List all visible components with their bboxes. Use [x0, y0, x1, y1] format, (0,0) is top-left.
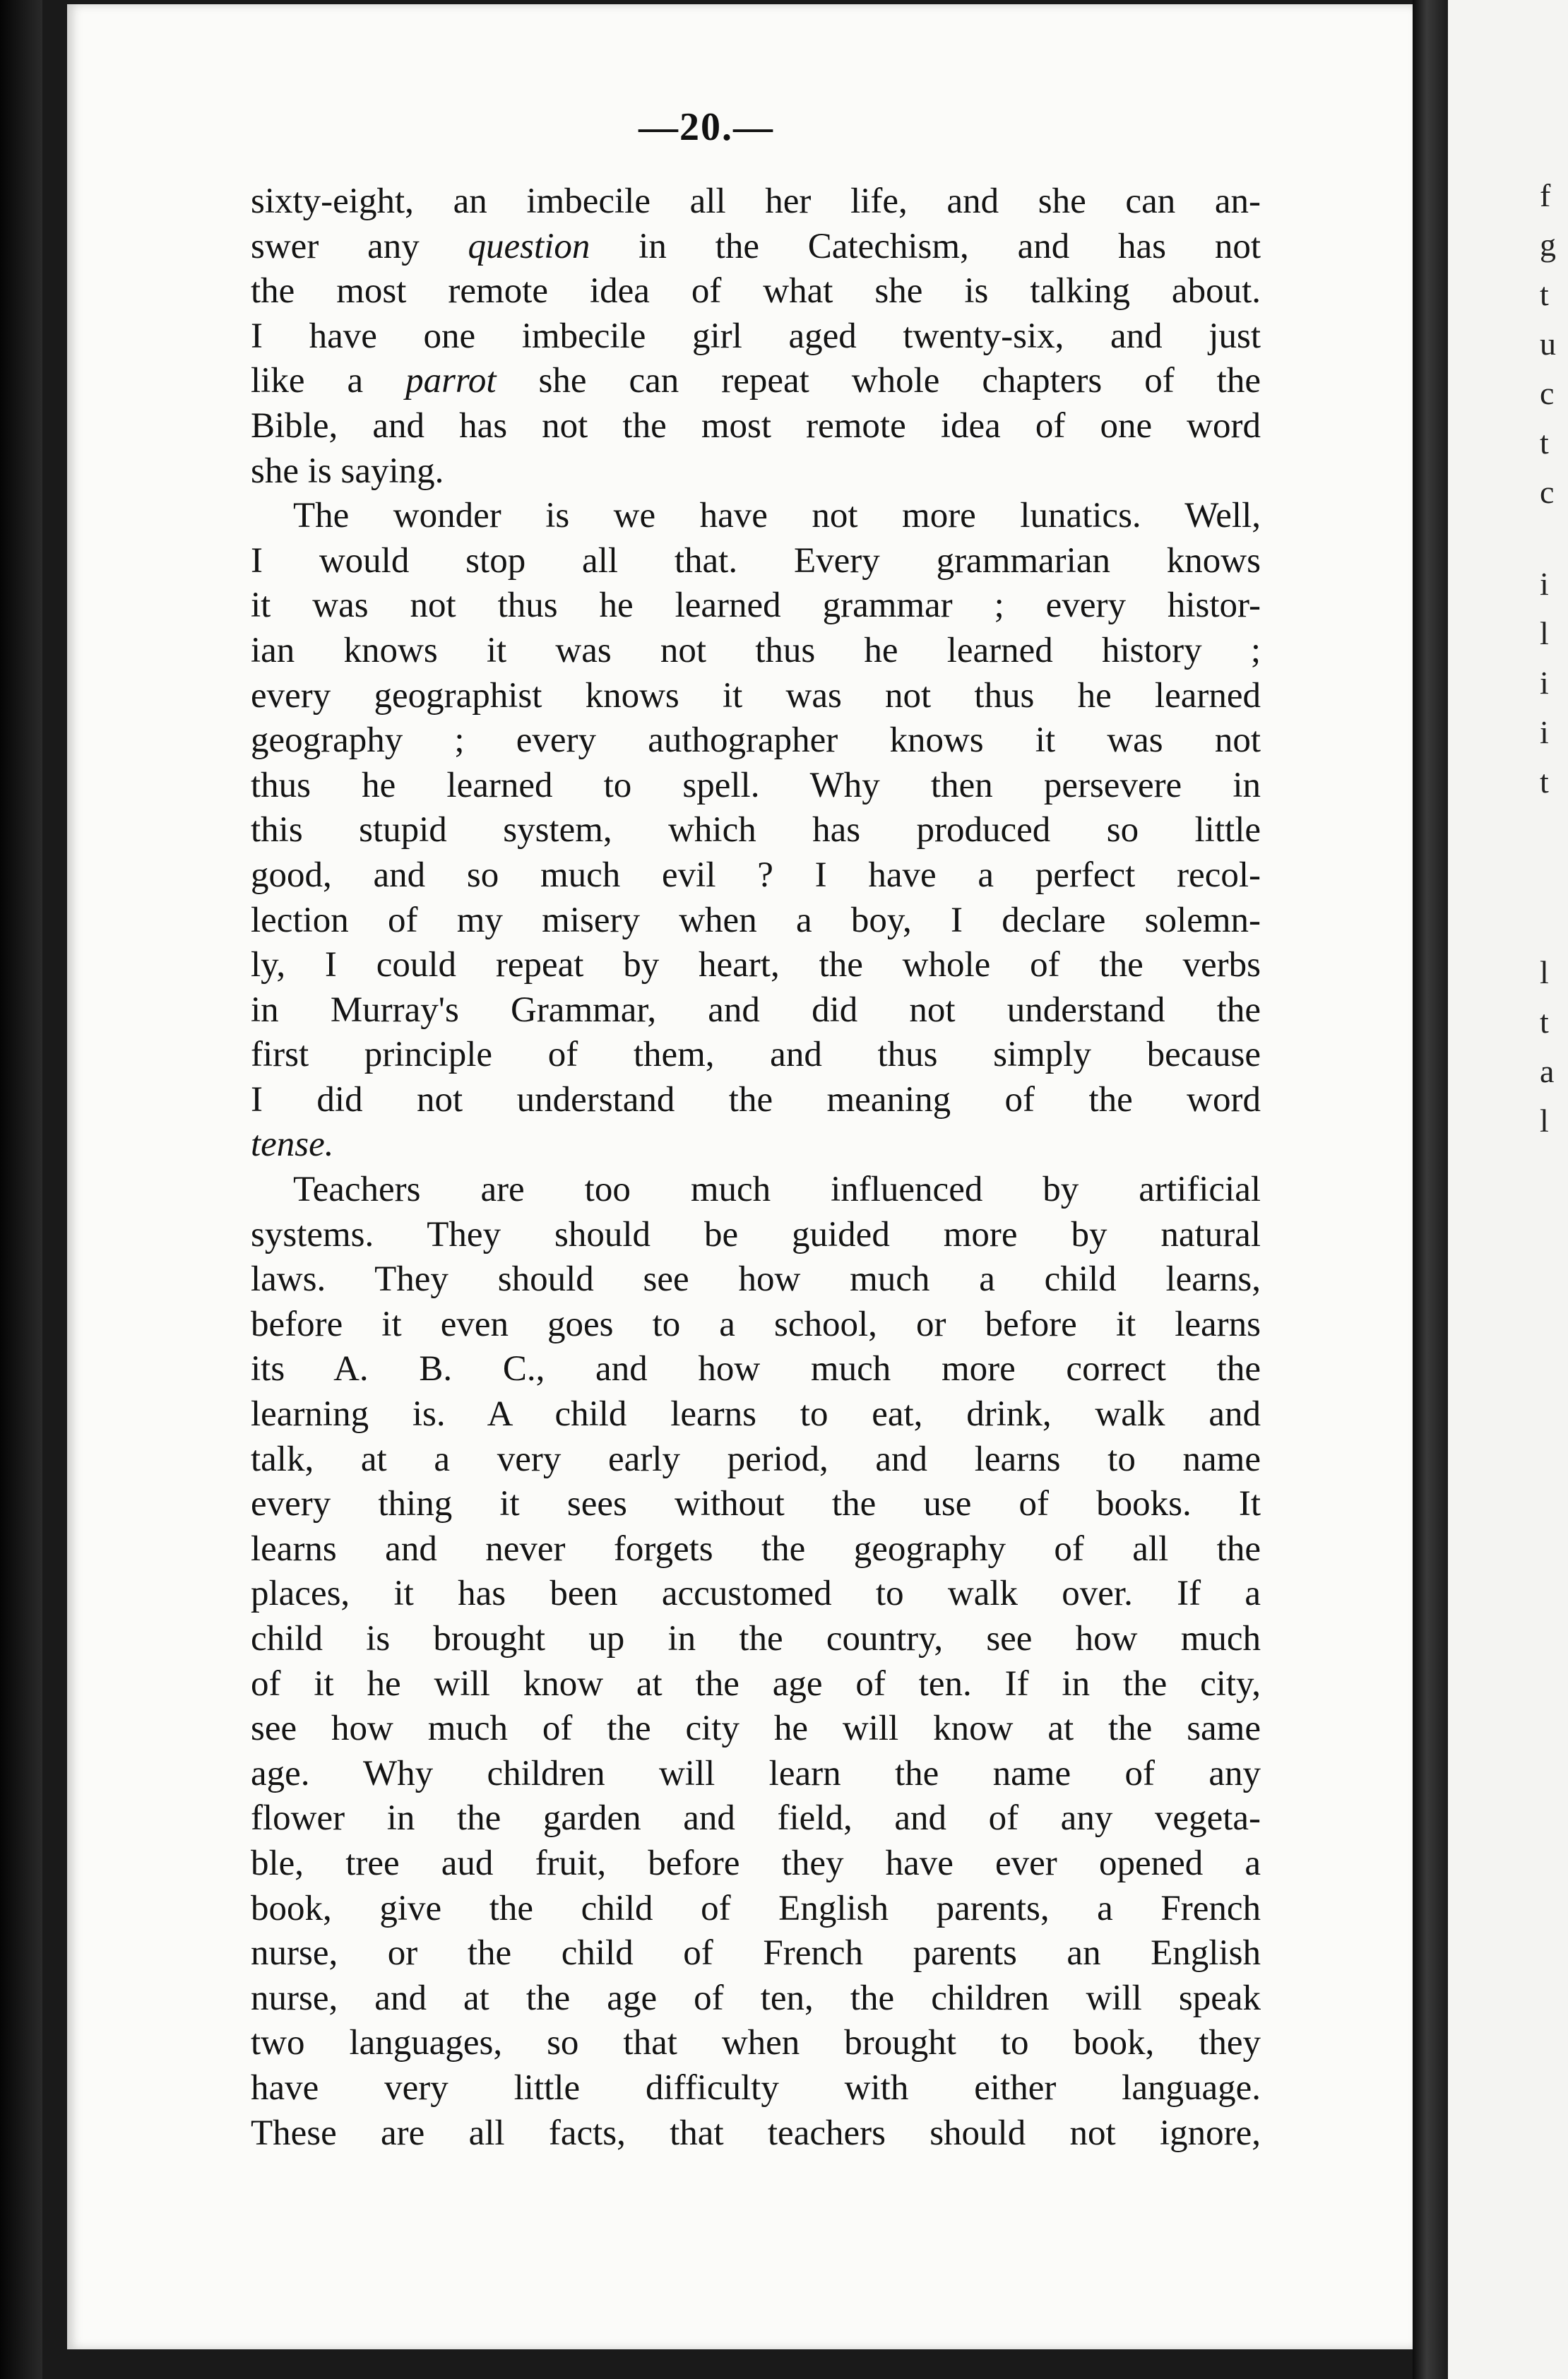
italic-word: tense.	[251, 1125, 334, 1165]
text-span: sixty-eight, an imbecile all her life, and she can an-	[251, 182, 1261, 221]
text-line	[251, 1257, 1261, 1303]
text-span: learns and never forgets the geography of all the	[251, 1529, 1261, 1569]
text-span: flower in the garden and field, and of any vegeta-	[251, 1798, 1261, 1839]
text-line	[251, 1796, 1261, 1841]
text-span: like a	[251, 361, 406, 401]
text-line	[251, 404, 1261, 449]
text-span: book, give the child of English parents, a French	[251, 1888, 1261, 1928]
text-span: of it he will know at the age of ten. If in the city,	[251, 1663, 1261, 1704]
text-span: I have one imbecile girl aged twenty-six, and just	[251, 316, 1261, 356]
text-span: it was not thus he learned grammar ; every histor-	[251, 586, 1261, 626]
text-span: nurse, or the child of French parents an English	[251, 1933, 1261, 1974]
text-span: Bible, and has not the most remote idea of one word	[251, 405, 1261, 446]
text-span: she can repeat whole chapters of the	[496, 361, 1261, 401]
text-line	[251, 179, 1261, 225]
text-line	[251, 1168, 1261, 1213]
text-span: These are all facts, that teachers should not ignore,	[251, 2113, 1261, 2153]
text-line	[251, 1887, 1261, 1932]
text-line	[251, 808, 1261, 853]
facing-page-letter: g	[1540, 227, 1556, 263]
text-line	[251, 1752, 1261, 1797]
text-span: ian knows it was not thus he learned history ;	[251, 630, 1261, 670]
text-span: geography ; every authographer knows it was not	[251, 720, 1261, 761]
text-line	[251, 1976, 1261, 2022]
text-line	[251, 1347, 1261, 1392]
facing-page-letter: t	[1540, 425, 1549, 461]
text-line	[251, 764, 1261, 809]
text-span: I would stop all that. Every grammarian knows	[251, 540, 1261, 581]
text-span: age. Why children will learn the name of any	[251, 1753, 1261, 1793]
text-span: child is brought up in the country, see how much	[251, 1619, 1261, 1659]
text-line	[251, 1213, 1261, 1258]
text-line	[251, 269, 1261, 314]
book-gutter	[1413, 0, 1448, 2379]
text-span: The wonder is we have not more lunatics. Well,	[293, 496, 1261, 536]
text-line	[251, 1033, 1261, 1078]
text-line	[251, 1078, 1261, 1123]
facing-page-letter: i	[1540, 566, 1549, 602]
body-text	[251, 179, 1261, 2156]
facing-page-letter: t	[1540, 1004, 1549, 1040]
text-line	[251, 314, 1261, 360]
facing-page-letter: l	[1540, 954, 1549, 990]
text-line	[251, 1841, 1261, 1887]
text-line	[251, 1662, 1261, 1707]
text-line	[251, 1303, 1261, 1348]
text-line	[251, 1617, 1261, 1662]
text-span: have very little difficulty with either language.	[251, 2067, 1261, 2108]
text-span: before it even goes to a school, or before it learns	[251, 1304, 1261, 1344]
text-span: every geographist knows it was not thus he learned	[251, 675, 1261, 716]
text-span: I did not understand the meaning of the word	[251, 1079, 1261, 1120]
text-span: laws. They should see how much a child learns,	[251, 1259, 1261, 1300]
text-line	[251, 718, 1261, 764]
facing-page-letter: t	[1540, 276, 1549, 312]
text-span: lection of my misery when a boy, I declare solemn-	[251, 900, 1261, 940]
facing-page-letter: c	[1540, 375, 1555, 411]
facing-page-letter: l	[1540, 615, 1549, 651]
text-line	[251, 898, 1261, 944]
text-line	[251, 1572, 1261, 1617]
text-span: see how much of the city he will know at the same	[251, 1709, 1261, 1749]
text-line	[251, 1707, 1261, 1752]
text-line	[251, 1392, 1261, 1437]
text-line	[251, 539, 1261, 584]
text-line	[251, 674, 1261, 719]
italic-word: question	[468, 226, 590, 266]
text-span: ly, I could repeat by heart, the whole of the verbs	[251, 945, 1261, 985]
text-span: talk, at a very early period, and learns to name	[251, 1439, 1261, 1479]
text-span: swer any	[251, 226, 468, 266]
text-line	[251, 629, 1261, 674]
text-line	[251, 583, 1261, 629]
text-span: every thing it sees without the use of books. It	[251, 1484, 1261, 1524]
text-line	[251, 1482, 1261, 1527]
text-span: this stupid system, which has produced so little	[251, 810, 1261, 850]
facing-page-letter: a	[1540, 1053, 1555, 1089]
facing-page-letter: f	[1540, 177, 1551, 213]
text-span: its A. B. C., and how much more correct the	[251, 1349, 1261, 1389]
facing-page-letter: l	[1540, 1103, 1549, 1139]
facing-page-letter: i	[1540, 665, 1549, 701]
text-line	[251, 988, 1261, 1033]
text-line	[251, 1931, 1261, 1976]
facing-page-letter: t	[1540, 764, 1549, 800]
book-edge-shadow	[0, 0, 42, 2379]
text-line	[251, 2021, 1261, 2066]
facing-page-letter: u	[1540, 326, 1556, 362]
text-line	[251, 853, 1261, 898]
text-span: the most remote idea of what she is talking about.	[251, 271, 1261, 312]
text-line	[251, 2111, 1261, 2156]
text-line	[251, 1527, 1261, 1572]
text-span: good, and so much evil ? I have a perfect recol-	[251, 855, 1261, 895]
facing-page-letter: i	[1540, 714, 1549, 750]
text-span: thus he learned to spell. Why then persevere in	[251, 765, 1261, 805]
text-line	[251, 359, 1261, 404]
text-span: in Murray's Grammar, and did not understand the	[251, 990, 1261, 1030]
text-span: places, it has been accustomed to walk over. If a	[251, 1574, 1261, 1614]
facing-page-letter: c	[1540, 474, 1555, 510]
text-line	[251, 943, 1261, 988]
text-span: systems. They should be guided more by natural	[251, 1214, 1261, 1254]
text-span: learning is. A child learns to eat, drink, walk and	[251, 1394, 1261, 1435]
text-span: two languages, so that when brought to book, they	[251, 2023, 1261, 2063]
text-span: first principle of them, and thus simply because	[251, 1035, 1261, 1075]
text-line	[251, 225, 1261, 270]
text-line	[251, 1437, 1261, 1483]
text-span: nurse, and at the age of ten, the children will speak	[251, 1978, 1261, 2018]
text-span: she is saying.	[251, 451, 444, 491]
text-span: in the Catechism, and has not	[590, 226, 1261, 266]
page-number: —20.—	[639, 105, 774, 149]
text-line	[251, 449, 1261, 494]
text-span: ble, tree aud fruit, before they have ever opened a	[251, 1843, 1261, 1883]
text-line	[251, 2066, 1261, 2111]
facing-page-edge	[1448, 0, 1568, 2379]
text-line	[251, 494, 1261, 539]
text-span: Teachers are too much influenced by artificial	[293, 1170, 1261, 1210]
text-line	[251, 1122, 1261, 1168]
italic-word: parrot	[405, 361, 497, 401]
